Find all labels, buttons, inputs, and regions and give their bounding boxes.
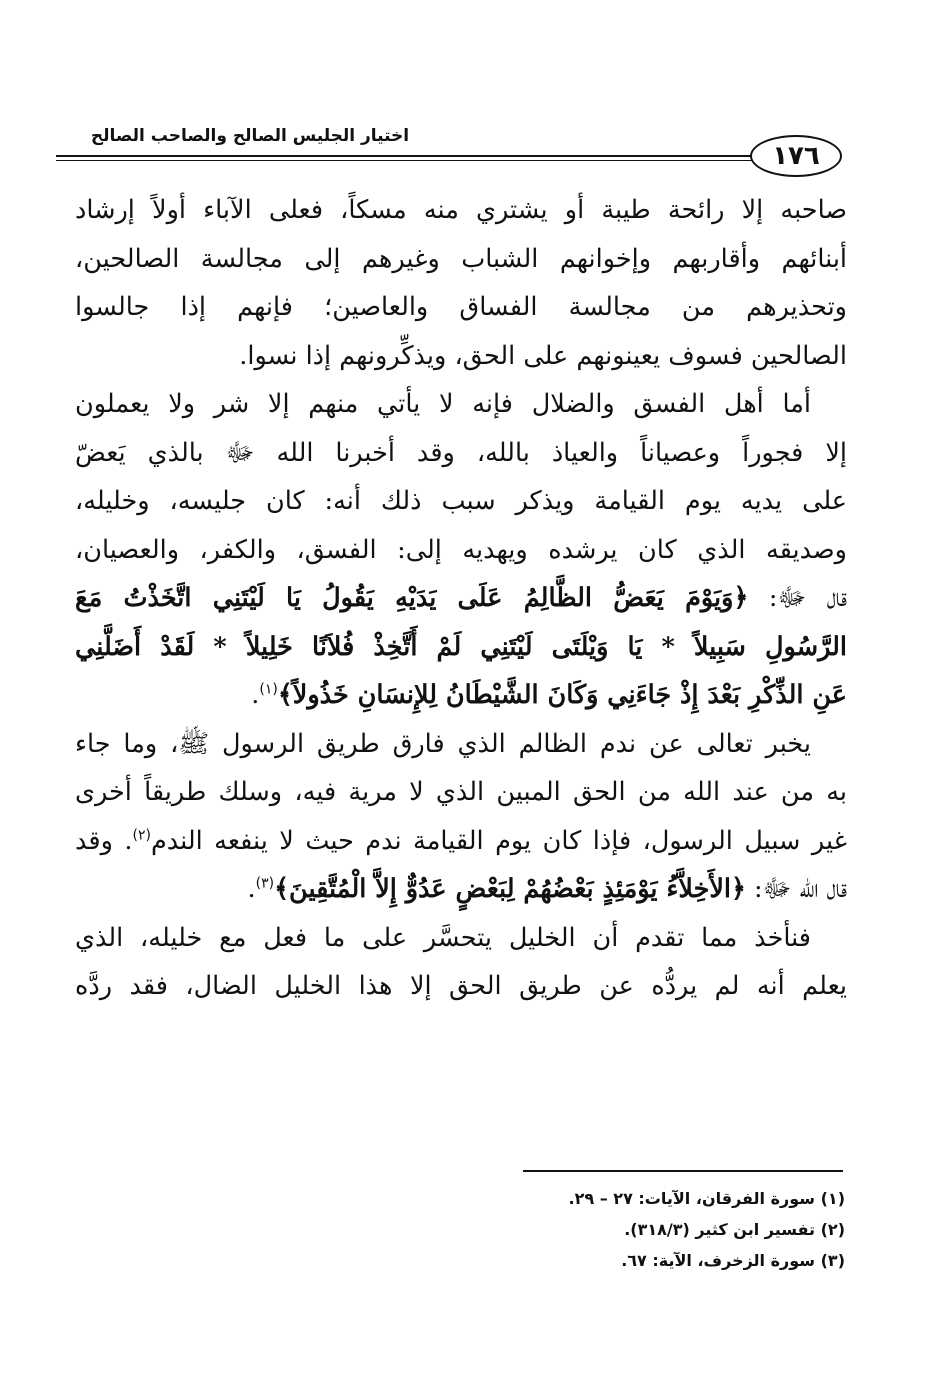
punctuation: . bbox=[247, 874, 256, 904]
main-text bbox=[75, 186, 847, 1011]
page-header bbox=[50, 118, 840, 188]
header-rule bbox=[56, 155, 756, 157]
quran-quote-line bbox=[75, 574, 847, 623]
footnote: (٣) سورة الزخرف، الآية: ٦٧. bbox=[621, 1251, 845, 1270]
quran-quote-line bbox=[75, 671, 847, 720]
footnotes bbox=[300, 1183, 845, 1276]
text-line: أبنائهم وأقاربهم وإخوانهم الشباب وغيرهم إلى مجالسة الصالحين، bbox=[75, 243, 847, 274]
text-line bbox=[75, 817, 847, 866]
text-line: فنأخذ مما تقدم أن الخليل يتحسَّر على ما فعل مع خليله، الذي bbox=[75, 922, 811, 953]
text-line: به من عند الله من الحق المبين الذي لا مرية فيه، وسلك طريقاً أخرى bbox=[75, 777, 847, 807]
footnote: (١) سورة الفرقان، الآيات: ٢٧ – ٢٩. bbox=[568, 1189, 845, 1208]
footnote-ref: (٢) bbox=[132, 827, 151, 843]
text-line: وتحذيرهم من مجالسة الفساق والعاصين؛ فإنهم إذا جالسوا bbox=[75, 292, 847, 322]
text-line: أما أهل الفسق والضلال فإنه لا يأتي منهم إلا شر ولا يعملون bbox=[75, 389, 811, 419]
text-line: إلا فجوراً وعصياناً والعياذ بالله، وقد أخبرنا الله ﷻ بالذي يَعضّ bbox=[75, 437, 847, 468]
footnote-ref: (١) bbox=[259, 681, 278, 698]
quran-verse: ﴿الأَخِلاَّءُ يَوْمَئِذٍ بَعْضُهُمْ لِبَعْضٍ عَدُوٌّ إِلاَّ الْمُتَّقِينَ﴾ bbox=[274, 874, 746, 904]
quran-verse: الرَّسُولِ سَبِيلاً * يَا وَيْلَتَى لَيْتَنِي لَمْ أَتَّخِذْ فُلاَنًا خَلِيلاً * لَقَدْ أَضَلَّنِي bbox=[75, 631, 847, 662]
quran-quote-line bbox=[75, 865, 847, 914]
quote-intro: قال الله ﷻ: bbox=[754, 874, 847, 904]
punctuation: . bbox=[251, 680, 260, 710]
quote-intro: قال ﷻ: bbox=[768, 583, 848, 613]
footnote-ref: (٣) bbox=[255, 875, 275, 892]
quran-verse: ﴿وَيَوْمَ يَعَضُّ الظَّالِمُ عَلَى يَدَيْهِ يَقُولُ يَا لَيْتَنِي اتَّخَذْتُ مَعَ bbox=[75, 583, 749, 613]
footnote-separator bbox=[523, 1170, 843, 1172]
header-rule-thin bbox=[56, 160, 756, 161]
text-line: يخبر تعالى عن ندم الظالم الذي فارق طريق الرسول ﷺ، وما جاء bbox=[75, 728, 811, 759]
text-line: الصالحين فسوف يعينونهم على الحق، ويذكِّرونهم إذا نسوا. bbox=[239, 340, 847, 371]
text-line: وصديقه الذي كان يرشده ويهديه إلى: الفسق، والكفر، والعصيان، bbox=[75, 534, 847, 565]
running-head-title: اختيار الجليس الصالح والصاحب الصالح bbox=[90, 126, 410, 146]
text-line: على يديه يوم القيامة ويذكر سبب ذلك أنه: كان جليسه، وخليله، bbox=[75, 486, 847, 516]
footnote: (٢) تفسير ابن كثير (٣١٨/٣). bbox=[624, 1220, 845, 1239]
text-line: صاحبه إلا رائحة طيبة أو يشتري منه مسكاً، فعلى الآباء أولاً إرشاد bbox=[75, 195, 847, 225]
text-run: غير سبيل الرسول، فإذا كان يوم القيامة ندم حيث لا ينفعه الندم bbox=[150, 825, 847, 856]
text-run: . وقد bbox=[75, 825, 133, 856]
quran-verse: عَنِ الذِّكْرِ بَعْدَ إِذْ جَاءَنِي وَكَانَ الشَّيْطَانُ لِلإِنسَانِ خَذُولاً﴾ bbox=[277, 680, 847, 710]
text-line: يعلم أنه لم يردُّه عن طريق الحق إلا هذا الخليل الضال، فقد ردَّه bbox=[75, 971, 847, 1001]
page-number: ١٧٦ bbox=[750, 135, 842, 177]
